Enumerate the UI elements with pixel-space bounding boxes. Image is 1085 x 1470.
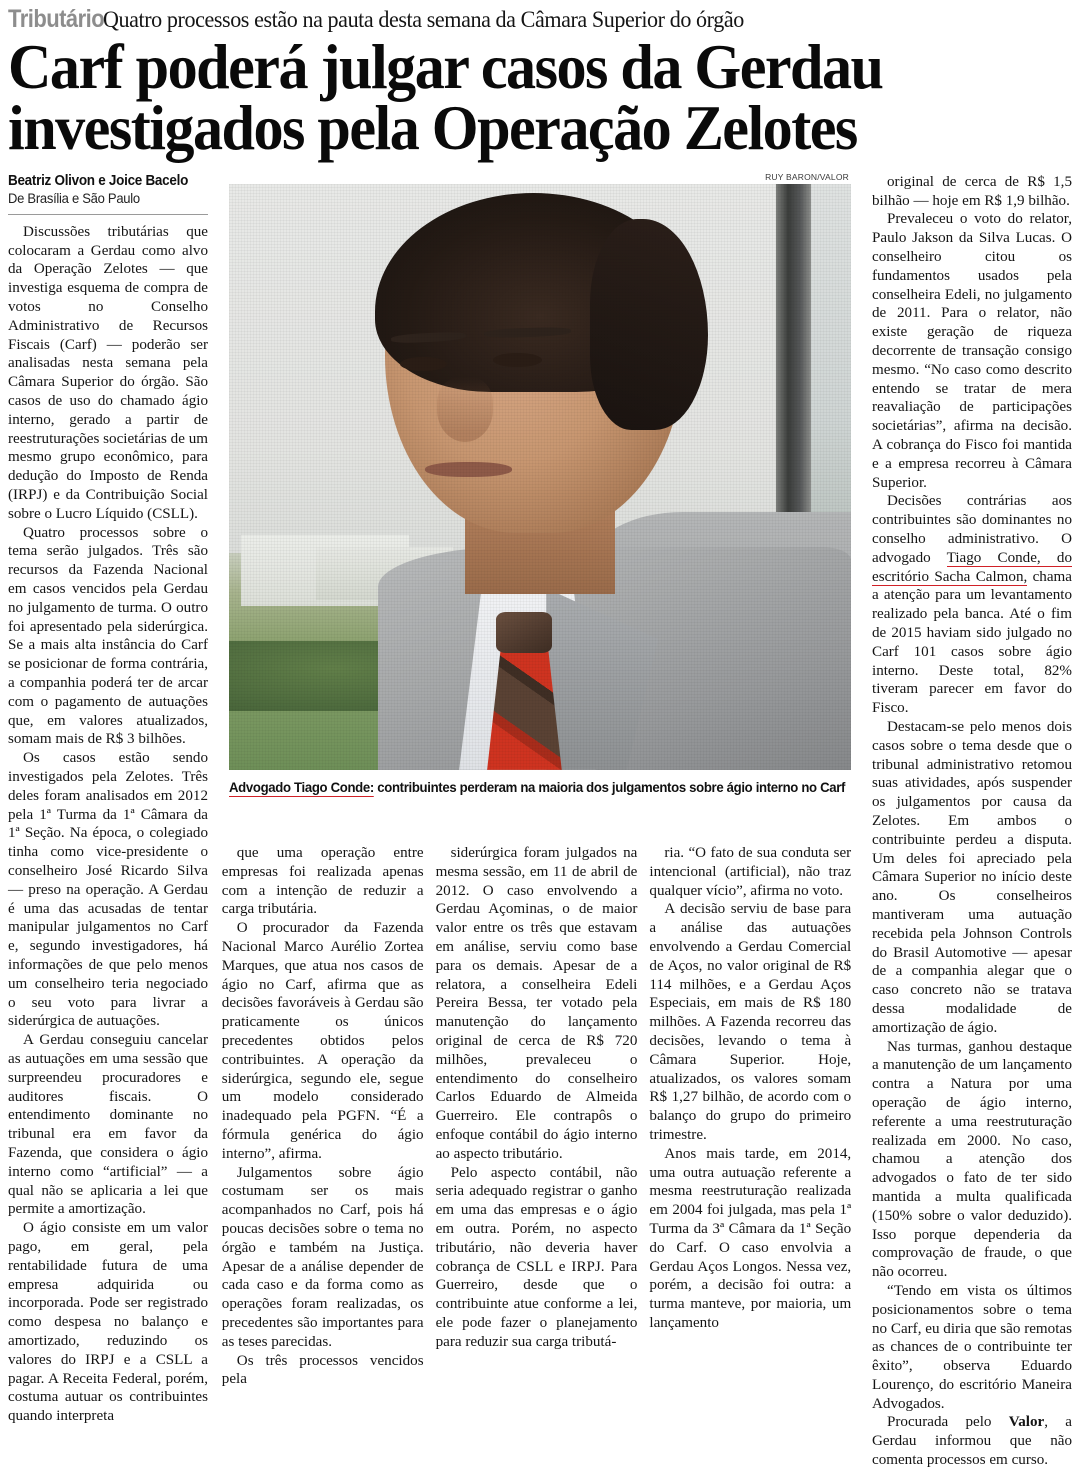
column-four-bottom-body — [649, 844, 851, 1333]
page-title — [0, 31, 1085, 163]
photo-mouth — [425, 462, 512, 477]
photo-block — [220, 173, 860, 795]
headline-line-1: Carf poderá julgar casos da Gerdau — [8, 31, 883, 102]
brand-name-valor: Valor — [1008, 1414, 1045, 1431]
byline-authors: Beatriz Olivon e Joice Bacelo — [8, 172, 189, 189]
caption-text: contribuintes perderam na maioria dos julgamentos sobre ágio interno no Carf — [373, 778, 846, 795]
paragraph: Anos mais tarde, em 2014, uma outra autuação referente a mesma reestruturação realizada em 2004 foi julgada, mas pela 1ª Turma da 3ª Câmara da 1ª Seção do Carf. O caso envolvia a Gerdau Aços Longos. Nessa vez, porém, a decisão foi outra: a turma manteve, por maioria, um lançamento — [649, 1145, 852, 1331]
column-two-body — [222, 844, 424, 1389]
paragraph: A decisão serviu de base para a análise das autuações envolvendo a Gerdau Comercial de Aços, no valor original de R$ 114 milhões, e a Gerdau Aços Especiais, em mais de R$ 180 milhões. A Fazenda recorreu das decisões, levando o tema à Câmara Superior. Hoje, atualizados, os valores somam R$ 1,27 bilhão, de acordo com o balanço do grupo do primeiro trimestre. — [649, 901, 852, 1143]
headline-line-2: investigados pela Operação Zelotes — [8, 92, 857, 163]
column-four-bottom — [649, 844, 863, 1389]
paragraph: O procurador da Fazenda Nacional Marco Aurélio Zortea Marques, que atua nos casos de ágio no Carf, afirma que as decisões favoráveis à Gerdau são praticamente os únicos precedentes obtidos pelos contribuintes. A operação da siderúrgica, segundo ele, segue um modelo considerado inadequado pela PGFN. “É a fórmula genérica do ágio interno”, afirma. — [221, 920, 424, 1162]
photo-caption — [229, 778, 846, 795]
column-five-spacer — [863, 844, 1077, 1389]
column-one-spacer — [8, 844, 222, 1389]
paragraph: ria. “O fato de sua conduta ser intencional (artificial), não traz qualquer vício”, afirma no voto. — [649, 845, 852, 899]
paragraph: “Tendo em vista os últimos posicionamentos sobre o tema no Carf, eu diria que são remotas as chances de o contribuinte ter êxito”, observa Eduardo Lourenço, do escritório Maneira Advogados. — [872, 1282, 1072, 1412]
paragraph: Discussões tributárias que colocaram a Gerdau como alvo da Operação Zelotes — que investiga esquema de compra de votos no Conselho Administrativo de Recursos Fiscais (Carf) — poderão ser analisadas nesta semana pela Câmara Superior do órgão. São casos de uso do chamado ágio interno, gerado a partir de reestruturações societárias de um mesmo grupo econômico, para dedução do Imposto de Renda (IRPJ) e da Contribuição Social sobre o Lucro Líquido (CSLL). — [8, 223, 208, 522]
byline-location: De Brasília e São Paulo — [8, 189, 140, 206]
photo-credit: RUY BARON/VALOR — [765, 171, 849, 182]
paragraph: Prevaleceu o voto do relator, Paulo Jakson da Silva Lucas. O conselheiro citou os fundamentos usados pela conselheira Edeli, no julgamento de 2011. Para o relator, não existe geração de riqueza decorrente de transação consigo mesmo. “No caso como descrito entendo se tratar de mera reavaliação de participações societárias”, afirma na decisão. A cobrança do Fisco foi mantida e a empresa recorreu à Câmara Superior. — [872, 211, 1072, 491]
kicker — [0, 0, 1085, 33]
paragraph-text: , a Gerdau informou que não comenta processos em curso. — [872, 1414, 1072, 1469]
paragraph-text: chama a atenção para um levantamento realizado pela banca. Até o fim de 2015 haviam sido julgado no Carf 101 casos sobre ágio interno. Deste total, 82% tiveram parecer em favor do Fisco. — [872, 568, 1072, 717]
inline-highlight-tiago-conde[interactable]: Tiago Conde, do escritório Sacha Calmon, — [872, 549, 1072, 585]
article-bottom-area — [8, 844, 1077, 1389]
paragraph: original de cerca de R$ 1,5 bilhão — hoje em R$ 1,9 bilhão. — [872, 173, 1072, 209]
kicker-label: Tributário — [8, 5, 105, 33]
byline-divider — [8, 214, 208, 215]
paragraph: Nas turmas, ganhou destaque a manutenção de um lançamento contra a Natura por uma operação de ágio interno, referente a uma reestruturação realizada em 2000. No caso, chamou a atenção dos advogados o fato de ter sido mantida a multa qualificada (150% sobre o valor deduzido). Isso porque dependeria da comprovação de fraude, o que não ocorreu. — [872, 1038, 1072, 1281]
column-three-body — [436, 844, 638, 1352]
caption-subject-name: Advogado Tiago Conde: — [229, 778, 374, 795]
paragraph: O ágio consiste em um valor pago, em geral, pela rentabilidade futura de uma empresa adquirida ou incorporada. Pode ser registrado como despesa no balanço e amortizado, reduzindo os valores do IRPJ e a CSLL a pagar. A Receita Federal, porém, costuma autuar os contribuintes quando interpreta — [8, 1220, 208, 1425]
paragraph — [872, 1413, 1072, 1469]
paragraph: Quatro processos sobre o tema serão julgados. Três são recursos da Fazenda Nacional em casos vencidos pela Gerdau no julgamento de turma. O outro foi apresentado pela siderúrgica. Se a mais alta instância do Carf se posicionar de forma contrária, a companhia poderá ter de arcar com o pagamento de autuações que, em valores atualizados, somam mais de R$ 3 bilhões. — [8, 524, 208, 748]
paragraph: Os casos estão sendo investigados pela Zelotes. Três deles foram analisados em 2012 pela 1ª Turma da 1ª Câmara da 1ª Seção. Na época, o colegiado tinha como vice-presidente o conselheiro José Ricardo Silva — preso na operação. A Gerdau é uma das acusadas de tentar manipular julgamentos no Carf e, segundo investigadores, há informações de que pelo menos um conselheiro teria negociado o seu voto para livrar a siderúrgica de autuações. — [8, 750, 208, 1030]
paragraph — [872, 492, 1072, 718]
portrait-photo — [229, 184, 851, 770]
photo-eye — [493, 353, 542, 367]
paragraph: Destacam-se pelo menos dois casos sobre o tema desde que o tribunal administrativo retomou suas atividades, após suspender os julgamentos por causa da Zelotes. Em ambos o contribuinte perdeu a disputa. Um deles foi apreciado pela Câmara Superior no início deste ano. Os conselheiros mantiveram uma autuação recebida pela Johnson Controls do Brasil Automotive — apesar de a companhia alegar que o caso concreto não se tratava dessa modalidade de amortização de ágio. — [872, 719, 1072, 1036]
byline — [8, 173, 208, 206]
paragraph: que uma operação entre empresas foi realizada apenas com a intenção de reduzir a carga tributária. — [221, 845, 424, 918]
paragraph: A Gerdau conseguiu cancelar as autuações em uma sessão que surpreendeu procuradores e auditores fiscais. O entendimento dominante no tribunal era em favor da Fazenda, que considera o ágio interno como “artificial” — a qual não se aplicaria a lei que permite a amortização. — [8, 1032, 208, 1218]
column-two — [222, 844, 436, 1389]
column-three — [436, 844, 650, 1389]
paragraph-text: Decisões contrárias aos contribuintes são dominantes no conselho administrativo. O advogado — [872, 493, 1072, 566]
paragraph: siderúrgica foram julgados na mesma sessão, em 11 de abril de 2012. O caso envolvendo a Gerdau Açominas, o de maior valor entre os três que estavam em análise, serviu como base para os demais. Apesar de a relatora, a conselheira Edeli Pereira Bessa, ter votado pela manutenção do lançamento original de cerca de R$ 720 milhões, prevaleceu o entendimento do conselheiro Carlos Eduardo de Almeida Guerreiro. Ele contrapôs o enfoque contábil do ágio interno ao aspecto tributário. — [435, 845, 638, 1162]
paragraph: Os três processos vencidos pela — [221, 1352, 424, 1388]
photo-nose — [437, 377, 493, 441]
kicker-text: Quatro processos estão na pauta desta semana da Câmara Superior do órgão — [103, 7, 745, 33]
paragraph: Julgamentos sobre ágio costumam ser os mais acompanhados no Carf, pois há poucas decisões sobre o tema no órgão e também na Justiça. Apesar de a análise depender de cada caso e da forma como as operações foram realizadas, os precedentes são importantes para as teses parecidas. — [221, 1164, 424, 1350]
paragraph: Pelo aspecto contábil, não seria adequado registrar o ganho em uma das empresas e o ágio em outra. Porém, no aspecto tributário, não deveria haver cobrança de CSLL e IRPJ. Para Guerreiro, desde que o contribuinte atue conforme a lei, ele pode fazer o planejamento para reduzir sua carga tributá- — [435, 1164, 638, 1350]
photo-necktie-knot — [496, 612, 552, 653]
paragraph-text: Procurada pelo — [887, 1414, 1009, 1431]
